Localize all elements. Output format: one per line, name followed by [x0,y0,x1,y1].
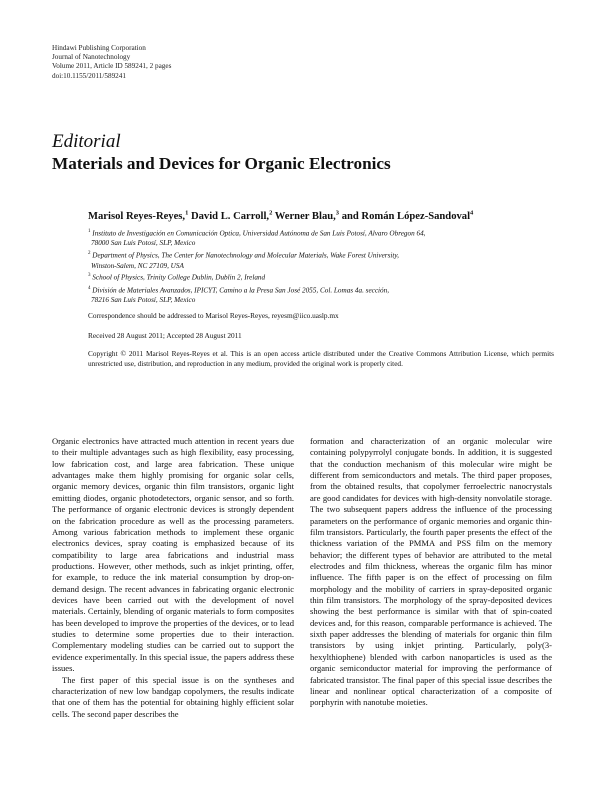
section-label: Editorial [52,131,121,152]
body-column-right [310,436,552,709]
author: Werner Blau,$^3$ [272,209,340,222]
body-paragraph: The first paper of this special issue is on the syntheses and characterization of new low bandgap copolymers, the results indicate that one of them has the potential for obtaining highly efficient solar cells. The second paper describes the [52,674,294,719]
copyright-license: Copyright © 2011 Marisol Reyes-Reyes et al. This is an open access article distributed under the Creative Commons Attribution License, which permits unrestricted use, distribution, and reproduction in any medium, provided the original work is properly cited. [88,349,554,369]
body-column-left [52,436,294,720]
doi[interactable]: doi:10.1155/2011/589241 [52,71,126,80]
affiliation-list [88,227,558,306]
affiliation: $^4$ División de Materiales Avanzados, IPICYT, Camino a la Presa San José 2055, Col. Lomas 4a. sección, 78216 San Luis Potosí, SLP, Mexico [88,285,390,304]
body-paragraph: formation and characterization of an organic molecular wire containing polypyrrolyl conjugate bonds. In addition, it is suggested that the conduction mechanism of this molecular wire might be different from semiconductors and metals. The third paper proposes, from the obtained results, that copolymer ferroelectric nanocrystals are good candidates for devices with high-density nonvolatile storage. The two subsequent papers address the influence of the processing parameters on the performance of organic memories and organic thin-film transistors. Particularly, the fourth paper presents the effect of the thickness variation of the PMMA and PSS film on the memory behavior; the different types of behavior are attributed to the metal electrodes and film thickness, whereas the organic film has minor influence. The fifth paper is on the effect of processing on film morphology and the mobility of carriers in spray-deposited organic thin film transistors. The morphology of the spray-deposited devices showing the best performance is similar with that of spin-coated devices and, for this reason, comparable performance is achieved. The sixth paper addresses the blending of materials for organic thin film transistors by using inkjet printing. Particularly, poly(3-hexylthiophene) blended with carbon nanoparticles is used as the organic semiconductor material for improving the performance of fabricated transistor. The final paper of this special issue describes the linear and nonlinear optical characterization of a composite of porphyrin with nanotube moieties. [310,436,552,708]
affiliation: $^1$ Instituto de Investigación en Comunicación Optica, Universidad Autónoma de San Luis Potosí, Alvaro Obregon 64, 78000 San Luis Potosí, SLP, Mexico [88,229,426,248]
affiliation: $^2$ Department of Physics, The Center for Nanotechnology and Molecular Materials, Wake Forest University, Winston-Salem, NC 27109, USA [88,251,399,270]
journal-name: Journal of Nanotechnology [52,53,131,62]
journal-masthead [52,44,171,81]
volume-info: Volume 2011, Article ID 589241, 2 pages [52,62,172,71]
author-list [88,206,473,224]
affiliation: $^3$ School of Physics, Trinity College Dublin, Dublin 2, Ireland [88,273,266,282]
publisher-name: Hindawi Publishing Corporation [52,44,146,52]
correspondence-note: Correspondence should be addressed to Marisol Reyes-Reyes, reyesm@iico.uaslp.mx [88,311,339,320]
author: Marisol Reyes-Reyes,$^1$ [88,209,189,222]
article-title: Materials and Devices for Organic Electronics [52,154,391,173]
author: David L. Carroll,$^2$ [188,209,273,222]
author: and Román López-Sandoval$^4$ [339,209,474,222]
received-accepted-dates: Received 28 August 2011; Accepted 28 August 2011 [88,331,242,340]
body-paragraph: Organic electronics have attracted much attention in recent years due to their multiple advantages such as high flexibility, easy processing, low fabrication cost, and large area fabrication. These unique advantages make them highly promising for organic solar cells, organic memory devices, organic thin film transistors, organic light emitting diodes, organic photodetectors, organic sensor, and so forth. The performance of organic electronic devices is strongly dependent on the fabrication procedure as well as the processing parameters. Among various fabrication methods to implement these organic electronics devices, spray coating is emphasized because of its compatibility to large area fabrications and industrial mass productions. However, other methods, such as inkjet printing, offer, for example, to reduce the ink material consumption by drop-on-demand design. The recent advances in fabricating organic electronic devices have been carried out with the development of novel materials. Certainly, blending of organic materials to form composites has been developed to improve the properties of the devices, or to lead studies to determine some properties due to their interaction. Complementary modeling studies can be carried out to support the evidence experimentally. In this special issue, the papers address these issues. [52,436,294,674]
